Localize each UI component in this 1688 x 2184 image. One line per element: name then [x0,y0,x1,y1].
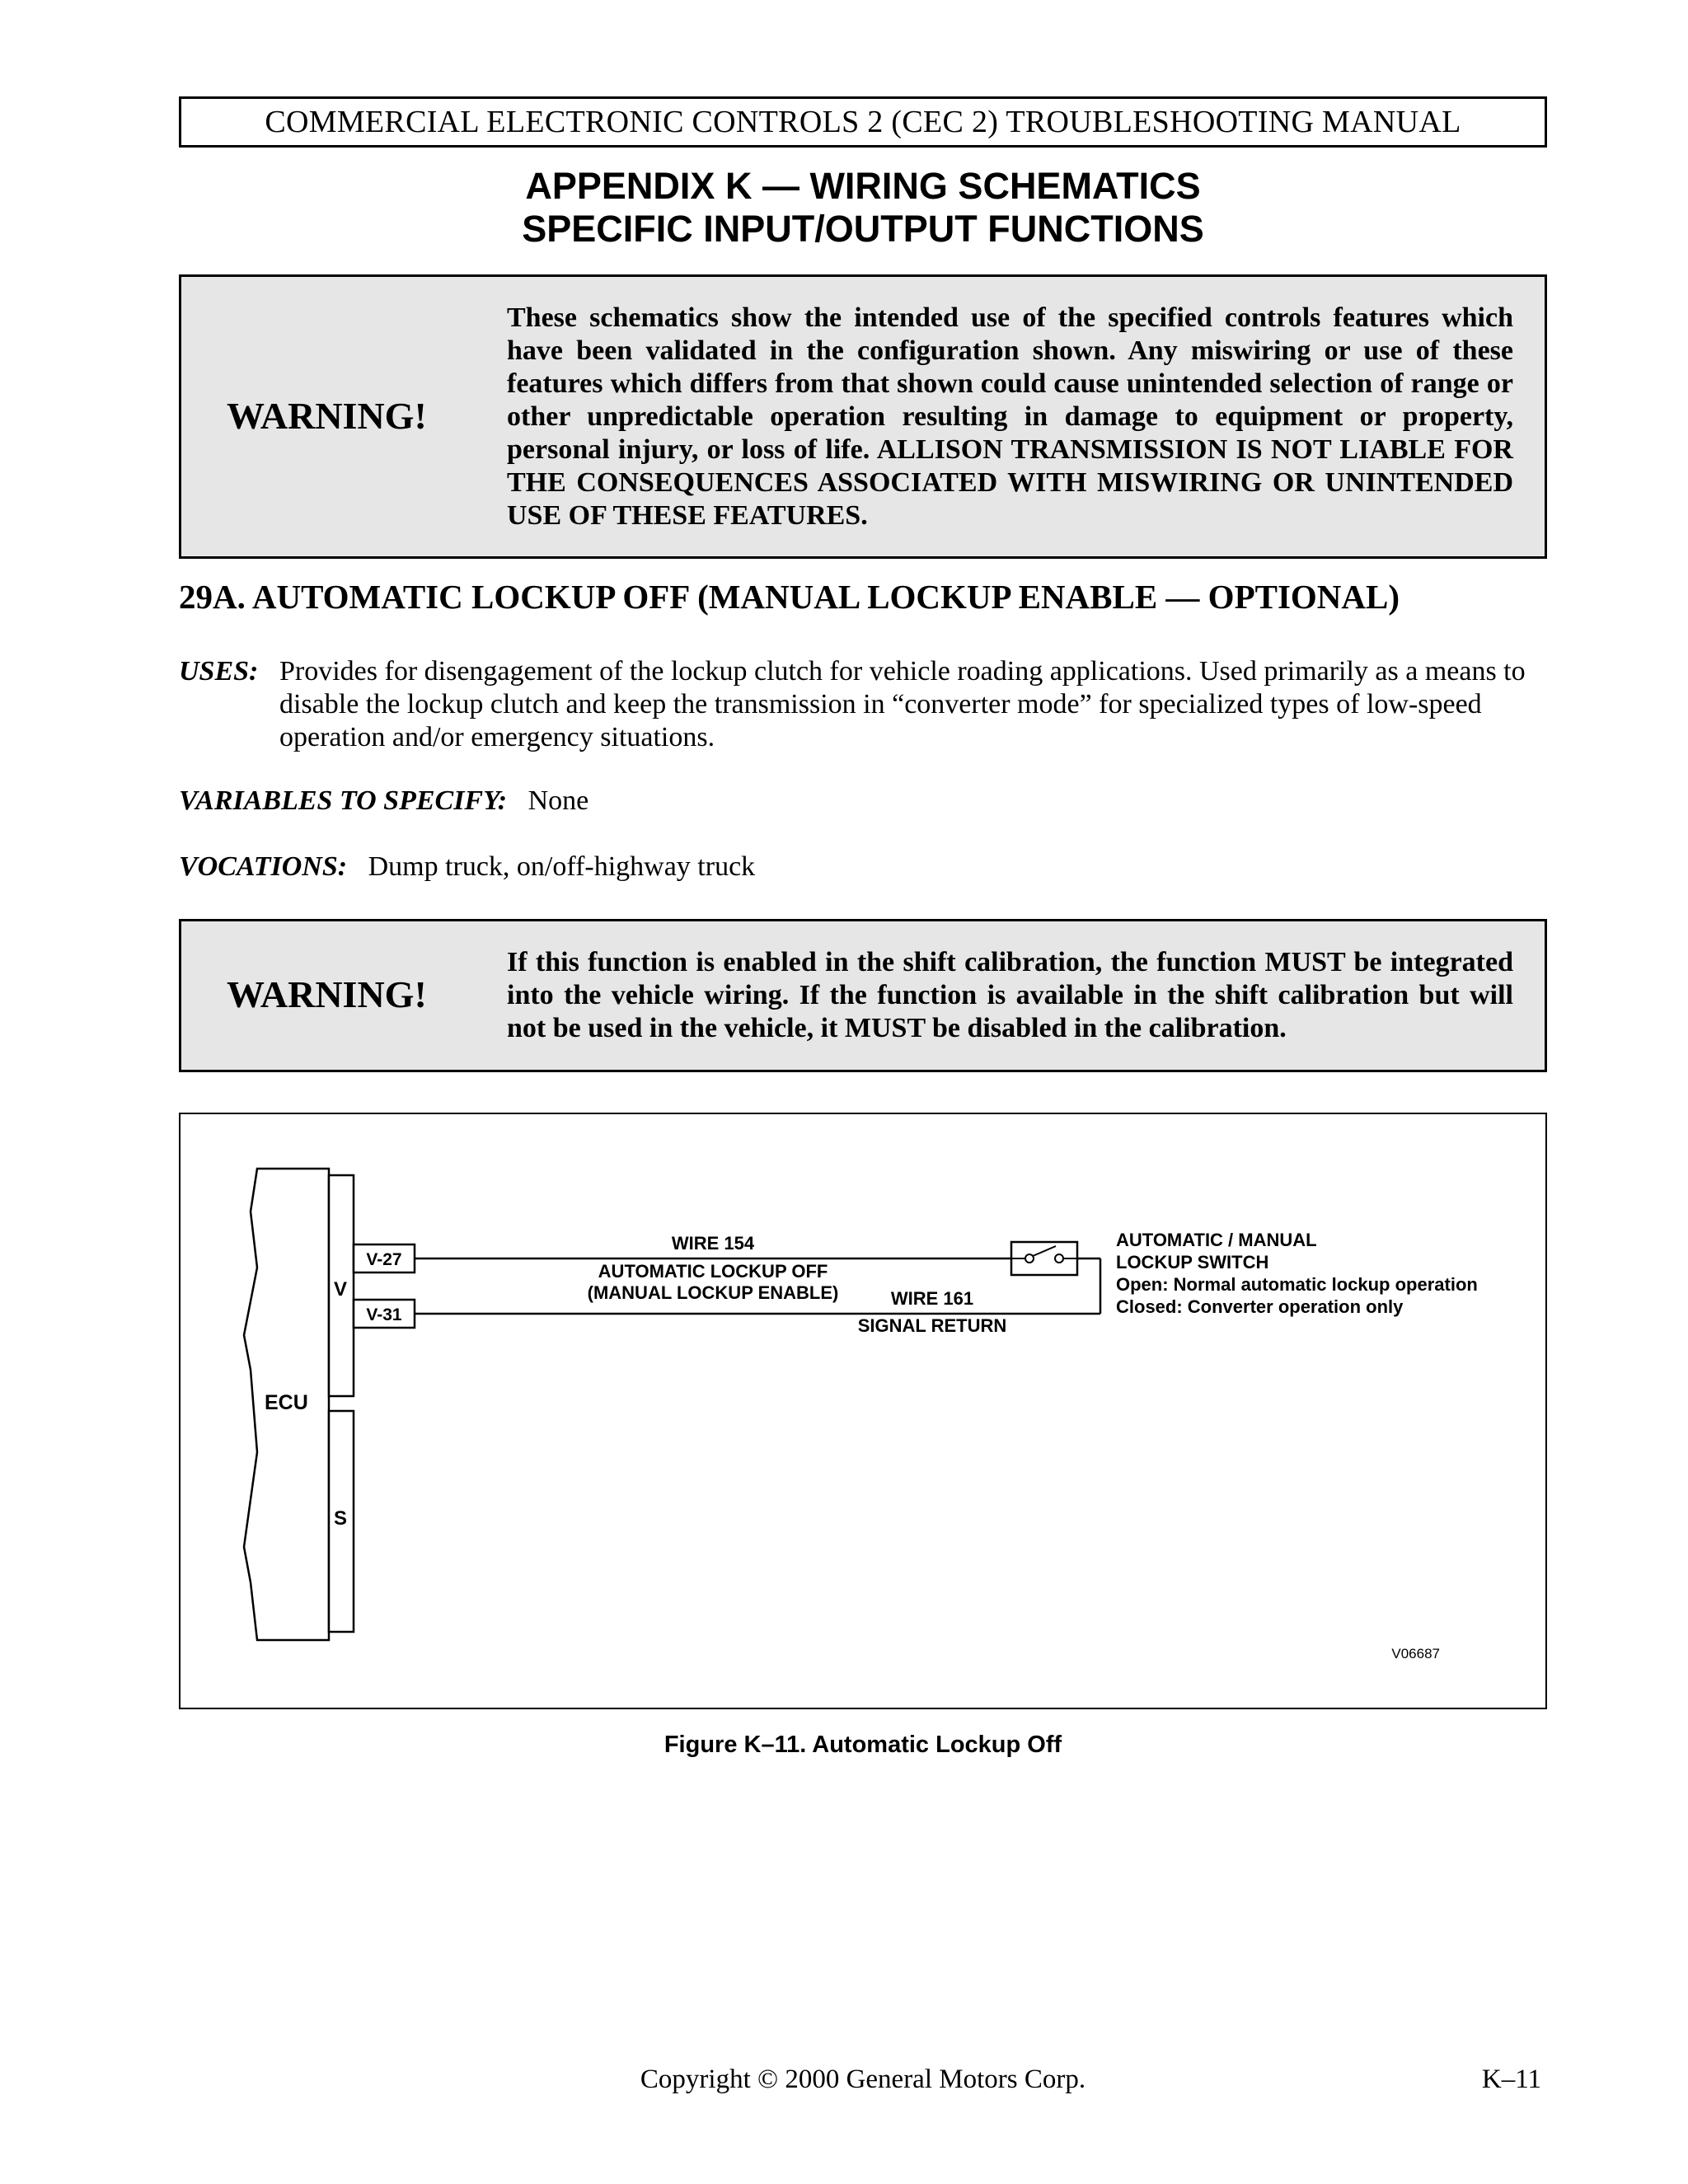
uses-label: USES: [179,656,259,687]
wire-154-desc-1: AUTOMATIC LOCKUP OFF [598,1261,828,1282]
vocations-line [179,851,755,883]
appendix-title [179,165,1547,251]
wire-154-desc-2: (MANUAL LOCKUP ENABLE) [587,1282,839,1303]
switch-open-desc: Open: Normal automatic lockup operation [1116,1274,1478,1295]
variables-line [179,785,588,818]
switch-title-1: AUTOMATIC / MANUAL [1116,1230,1317,1250]
variables-value: None [528,785,589,816]
warning-text: If this function is enabled in the shift calibration, the function MUST be integrated into the vehicle wiring. If the function is available in the shift calibration but will not be used in the vehicle, it MUST be disabled in the calibration. [507,947,1513,1043]
wire-161-desc: SIGNAL RETURN [857,1315,1007,1336]
warning-text: These schematics show the intended use of the specified controls features which have been validated in the configuration shown. Any miswiring or use of these features which differs from that shown could cause unintended selection of range or other unpredictable operation resulting in damage to equipment or property, personal injury, or loss of life. ALLISON TRANSMISSION IS NOT LIABLE FOR THE CONSEQUENCES ASSOCIATED WITH MISWIRING OR UNINTENDED USE OF THESE FEATURES. [507,302,1513,531]
s-connector-label: S [334,1507,348,1530]
vocations-label: VOCATIONS: [179,851,348,882]
v-connector-label: V [334,1278,348,1301]
figure-caption: Figure K–11. Automatic Lockup Off [663,1732,1062,1758]
warning-label: WARNING! [227,973,427,1015]
pin-v31-label: V-31 [366,1305,402,1324]
warning-box-calibration [179,919,1547,1072]
manual-header [179,96,1547,148]
uses-text: Provides for disengagement of the lockup clutch for vehicle roading applications. Used primarily as a means to disable the lockup clutch and keep the transmission in “converter mode” for specialized types of low-speed operation and/or emergency situations. [279,656,1526,752]
footer-copyright: Copyright © 2000 General Motors Corp. [640,2064,1086,2094]
warning-box-schematics [179,274,1547,559]
figure-id: V06687 [1391,1646,1440,1661]
manual-title: COMMERCIAL ELECTRONIC CONTROLS 2 (CEC 2) TROUBLESHOOTING MANUAL [265,105,1461,139]
wiring-schematic-svg [181,1114,1545,1708]
wiring-diagram [179,1113,1547,1709]
appendix-title-line1: APPENDIX K — WIRING SCHEMATICS [525,165,1201,207]
ecu-label: ECU [265,1391,308,1414]
pin-v27-label: V-27 [366,1250,402,1269]
footer-page-number: K–11 [1481,2064,1541,2094]
warning-label: WARNING! [227,395,427,437]
section-title: 29A. AUTOMATIC LOCKUP OFF (MANUAL LOCKUP ENABLE — OPTIONAL) [179,578,1400,616]
appendix-title-line2: SPECIFIC INPUT/OUTPUT FUNCTIONS [522,208,1204,250]
vocations-value: Dump truck, on/off-highway truck [368,851,756,882]
wire-161-label: WIRE 161 [890,1288,974,1309]
switch-title-2: LOCKUP SWITCH [1116,1252,1269,1272]
wire-154-label: WIRE 154 [671,1233,755,1254]
switch-closed-desc: Closed: Converter operation only [1116,1296,1404,1317]
variables-label: VARIABLES TO SPECIFY: [179,785,508,816]
